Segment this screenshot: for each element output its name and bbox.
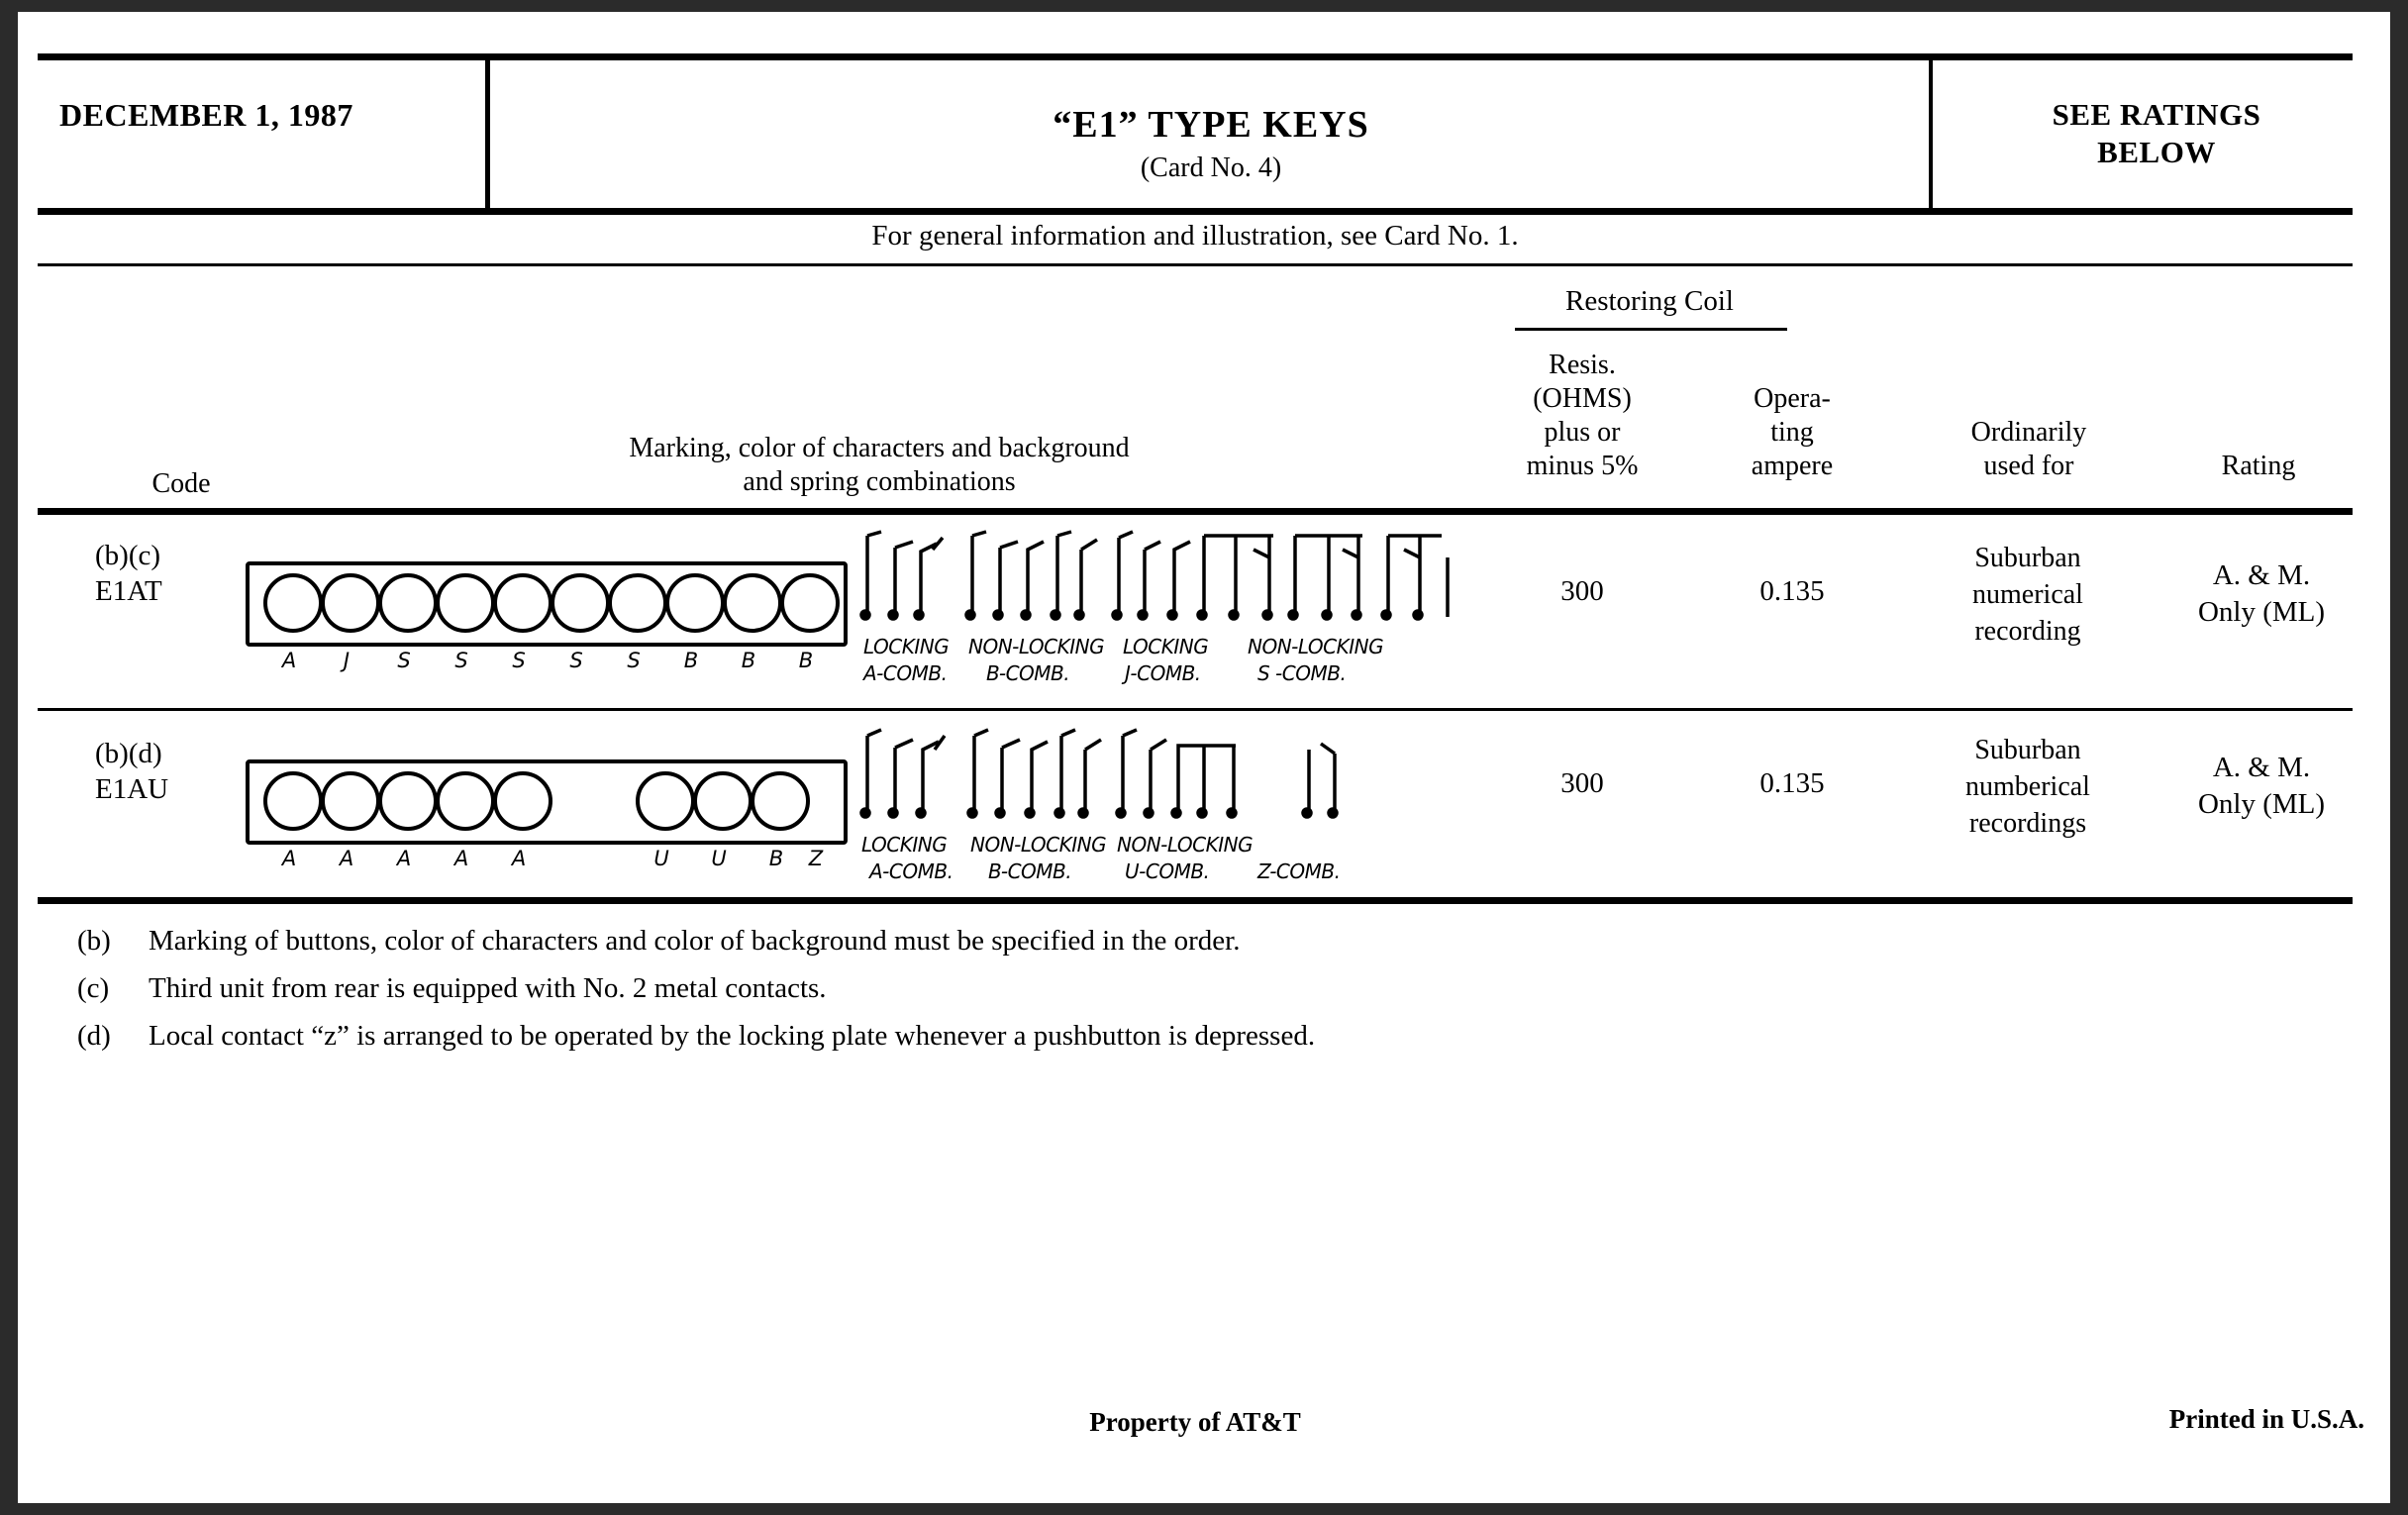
pushbutton[interactable] [493, 771, 552, 831]
oper-line1: Opera- [1754, 383, 1831, 414]
spring-label: B-COMB. [988, 859, 1072, 883]
pushbutton[interactable] [263, 771, 323, 831]
general-info-line: For general information and illustration, see Card No. 1. [871, 220, 1519, 252]
pushbutton[interactable] [263, 573, 323, 633]
row-code: E1AU [95, 773, 169, 805]
printed-footer: Printed in U.S.A. [2168, 1404, 2364, 1434]
rating-line1: A. & M. [2212, 752, 2311, 783]
pushbutton-label: S [512, 649, 526, 672]
footnote-tag: (d) [77, 1020, 111, 1052]
row-code-note: (b)(d) [95, 738, 162, 769]
pushbutton-label: A [511, 847, 527, 870]
pushbutton-label: A [281, 649, 297, 672]
footnote-tag: (c) [77, 972, 110, 1004]
pushbutton-label: J [343, 649, 351, 672]
pushbutton[interactable] [493, 573, 552, 633]
property-footer: Property of AT&T [1089, 1407, 1301, 1437]
pushbutton[interactable] [321, 573, 380, 633]
ord-use-line1: Suburban [1974, 735, 2081, 765]
pushbutton-label: B [798, 649, 814, 672]
spring-label: LOCKING [861, 833, 948, 857]
row-code-cell [95, 736, 168, 807]
spring-label: A-COMB. [863, 661, 948, 685]
column-header-resistance [1473, 349, 1691, 483]
pushbutton[interactable] [751, 771, 810, 831]
header-bottom-rule [38, 208, 2353, 215]
spring-label: S -COMB. [1257, 661, 1347, 685]
ord-use-line3: recordings [1968, 808, 2087, 839]
resis-line2: (OHMS) [1533, 383, 1632, 414]
pushbutton-label: A [453, 847, 469, 870]
spring-combination-diagram [848, 726, 1442, 845]
resis-line4: minus 5% [1526, 451, 1639, 481]
pushbutton[interactable] [693, 771, 752, 831]
footnote [77, 964, 2256, 1012]
pushbutton-label: A [339, 847, 354, 870]
header-top-rule [38, 53, 2353, 60]
pushbutton-label: S [569, 649, 583, 672]
pushbutton[interactable] [321, 771, 380, 831]
footnote-tag: (b) [77, 925, 111, 957]
pushbutton-label: Z [808, 847, 824, 870]
card-sheet [38, 26, 2370, 1491]
table-row [38, 518, 2353, 716]
rating-line1: A. & M. [2212, 559, 2311, 591]
footnote [77, 1012, 2256, 1060]
pushbutton[interactable] [608, 573, 667, 633]
row-rating [2164, 750, 2358, 823]
rating-line2: Only (ML) [2197, 596, 2326, 628]
resis-line1: Resis. [1549, 350, 1616, 380]
pushbutton[interactable] [378, 573, 438, 633]
row-ordinarily-used-for [1889, 732, 2166, 842]
card-page [18, 12, 2390, 1503]
table-row [38, 716, 2353, 904]
ord-use-line3: recording [1974, 616, 2081, 647]
card-subtitle: (Card No. 4) [1140, 152, 1282, 183]
row-code: E1AT [95, 575, 162, 607]
pushbutton[interactable] [436, 573, 495, 633]
issue-date: DECEMBER 1, 1987 [59, 97, 353, 133]
row-code-cell [95, 538, 162, 609]
spring-label: J-COMB. [1125, 661, 1201, 685]
spring-label: LOCKING [863, 635, 950, 658]
restoring-coil-underline [1515, 328, 1787, 331]
column-header-marking-line2: and spring combinations [743, 466, 1016, 497]
pushbutton-label: S [454, 649, 468, 672]
ord-line1: Ordinarily [1970, 417, 2087, 448]
row-resistance: 300 [1560, 767, 1604, 799]
table-bottom-rule [38, 897, 2353, 904]
row-ordinarily-used-for [1889, 540, 2166, 650]
row-code-note: (b)(c) [95, 540, 161, 571]
column-header-code: Code [151, 468, 211, 499]
column-header-rating: Rating [2221, 451, 2296, 481]
header-divider-right [1929, 59, 1933, 208]
pushbutton[interactable] [436, 771, 495, 831]
ord-use-line2: numerical [1972, 579, 2083, 610]
spring-label: B-COMB. [986, 661, 1070, 685]
row-resistance: 300 [1560, 575, 1604, 607]
footnote-text: Marking of buttons, color of characters and color of background must be specified in the order. [149, 925, 1241, 957]
oper-line3: ampere [1751, 451, 1834, 481]
pushbutton-label: S [397, 649, 411, 672]
spring-label: NON-LOCKING [1117, 833, 1254, 857]
resis-line3: plus or [1544, 417, 1621, 448]
oper-line2: ting [1770, 417, 1814, 448]
table-column-headers [38, 273, 2353, 511]
spring-label: A-COMB. [869, 859, 953, 883]
row-rating [2164, 557, 2358, 631]
footnote-text: Third unit from rear is equipped with No. 2 metal contacts. [149, 972, 827, 1004]
ord-use-line1: Suburban [1974, 543, 2081, 573]
table-head-rule [38, 508, 2353, 515]
spring-label: NON-LOCKING [968, 635, 1105, 658]
column-header-ordinarily-used-for [1895, 416, 2162, 483]
pushbutton[interactable] [551, 573, 610, 633]
pushbutton[interactable] [665, 573, 725, 633]
pushbutton-label: S [627, 649, 641, 672]
pushbutton[interactable] [636, 771, 695, 831]
spring-label: Z-COMB. [1257, 859, 1341, 883]
row-divider-rule [38, 708, 2353, 711]
card-title: “E1” TYPE KEYS [1053, 104, 1369, 146]
see-ratings-line2: BELOW [2097, 135, 2216, 169]
restoring-coil-header: Restoring Coil [1565, 285, 1734, 317]
pushbutton-label: A [396, 847, 412, 870]
rating-line2: Only (ML) [2197, 788, 2326, 820]
ord-line2: used for [1983, 451, 2074, 481]
footnote-text: Local contact “z” is arranged to be operated by the locking plate whenever a pushbutton is depressed. [149, 1020, 1316, 1052]
pushbutton[interactable] [723, 573, 782, 633]
footnotes [77, 917, 2256, 1060]
pushbutton-label: B [741, 649, 756, 672]
card-header [38, 26, 2370, 183]
pushbutton-label: B [768, 847, 784, 870]
footnote [77, 917, 2256, 964]
see-ratings-line1: SEE RATINGS [2052, 97, 2261, 132]
pushbutton[interactable] [378, 771, 438, 831]
pushbutton[interactable] [780, 573, 840, 633]
header-divider-left [485, 59, 490, 208]
row-operating-ampere: 0.135 [1759, 575, 1825, 607]
spring-label: NON-LOCKING [1248, 635, 1384, 658]
column-header-marking-line1: Marking, color of characters and background [629, 433, 1130, 463]
pushbutton-label: A [281, 847, 297, 870]
ord-use-line2: numberical [1965, 771, 2090, 802]
pushbutton-label: U [653, 847, 669, 870]
pushbutton-label: B [683, 649, 699, 672]
row-operating-ampere: 0.135 [1759, 767, 1825, 799]
column-header-operating-ampere [1693, 382, 1891, 483]
pushbutton-label: U [711, 847, 727, 870]
spring-label: LOCKING [1123, 635, 1209, 658]
spring-label: U-COMB. [1125, 859, 1210, 883]
spring-combination-diagram [848, 528, 1461, 647]
info-underline-rule [38, 263, 2353, 266]
column-header-marking [315, 432, 1444, 499]
spring-label: NON-LOCKING [970, 833, 1107, 857]
